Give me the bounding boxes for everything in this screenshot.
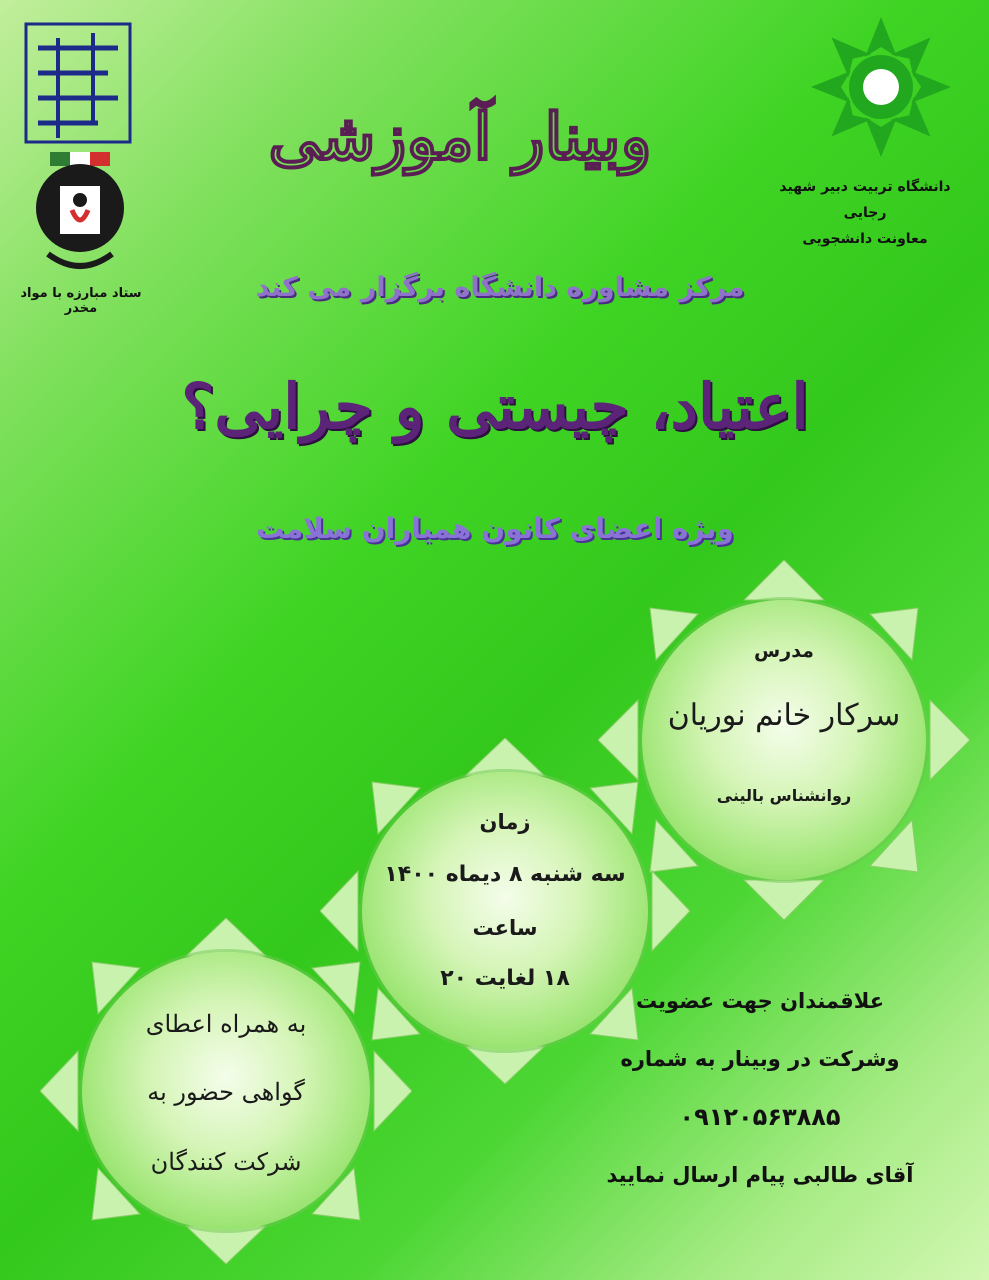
certificate-line-2: گواهی حضور به [147, 1078, 305, 1106]
instructor-name: سرکار خانم نوریان [667, 698, 901, 733]
certificate-line-1: به همراه اعطای [145, 1010, 307, 1038]
university-name [760, 174, 970, 252]
university-line-2: معاونت دانشجویی [802, 231, 928, 247]
certificate-line-3: شرکت کنندگان [150, 1148, 302, 1176]
main-title: اعتیاد، چیستی و چرایی؟ [181, 370, 809, 443]
certificate-badge [40, 918, 412, 1264]
contact-line-4: آقای طالبی پیام ارسال نمایید [606, 1163, 914, 1187]
organizer-text: مرکز مشاوره دانشگاه برگزار می کند [255, 272, 745, 303]
audience-subtitle: ویژه اعضای کانون همیاران سلامت [256, 512, 734, 545]
schedule-time: ۱۸ لغایت ۲۰ [440, 966, 570, 991]
education-org-logo [18, 18, 138, 148]
contact-info [590, 972, 930, 1204]
contact-line-2: وشرکت در وبینار به شماره [620, 1047, 900, 1071]
hq-name: ستاد مبارزه با مواد مخدر [20, 286, 142, 316]
contact-line-1: علاقمندان جهت عضویت [635, 989, 885, 1013]
university-line-1: دانشگاه تربیت دبیر شهید رجایی [779, 179, 951, 221]
contact-phone: ۰۹۱۲۰۵۶۳۸۸۵ [679, 1103, 841, 1131]
university-star-logo [806, 12, 956, 162]
instructor-role: روانشناس بالینی [716, 786, 852, 805]
drug-control-hq-logo [28, 150, 132, 280]
schedule-heading: زمان [479, 810, 531, 834]
schedule-date: سه شنبه ۸ دیماه ۱۴۰۰ [384, 862, 626, 887]
webinar-title: وبینار آموزشی [268, 100, 652, 175]
instructor-heading: مدرس [754, 640, 814, 662]
time-heading: ساعت [472, 916, 538, 940]
